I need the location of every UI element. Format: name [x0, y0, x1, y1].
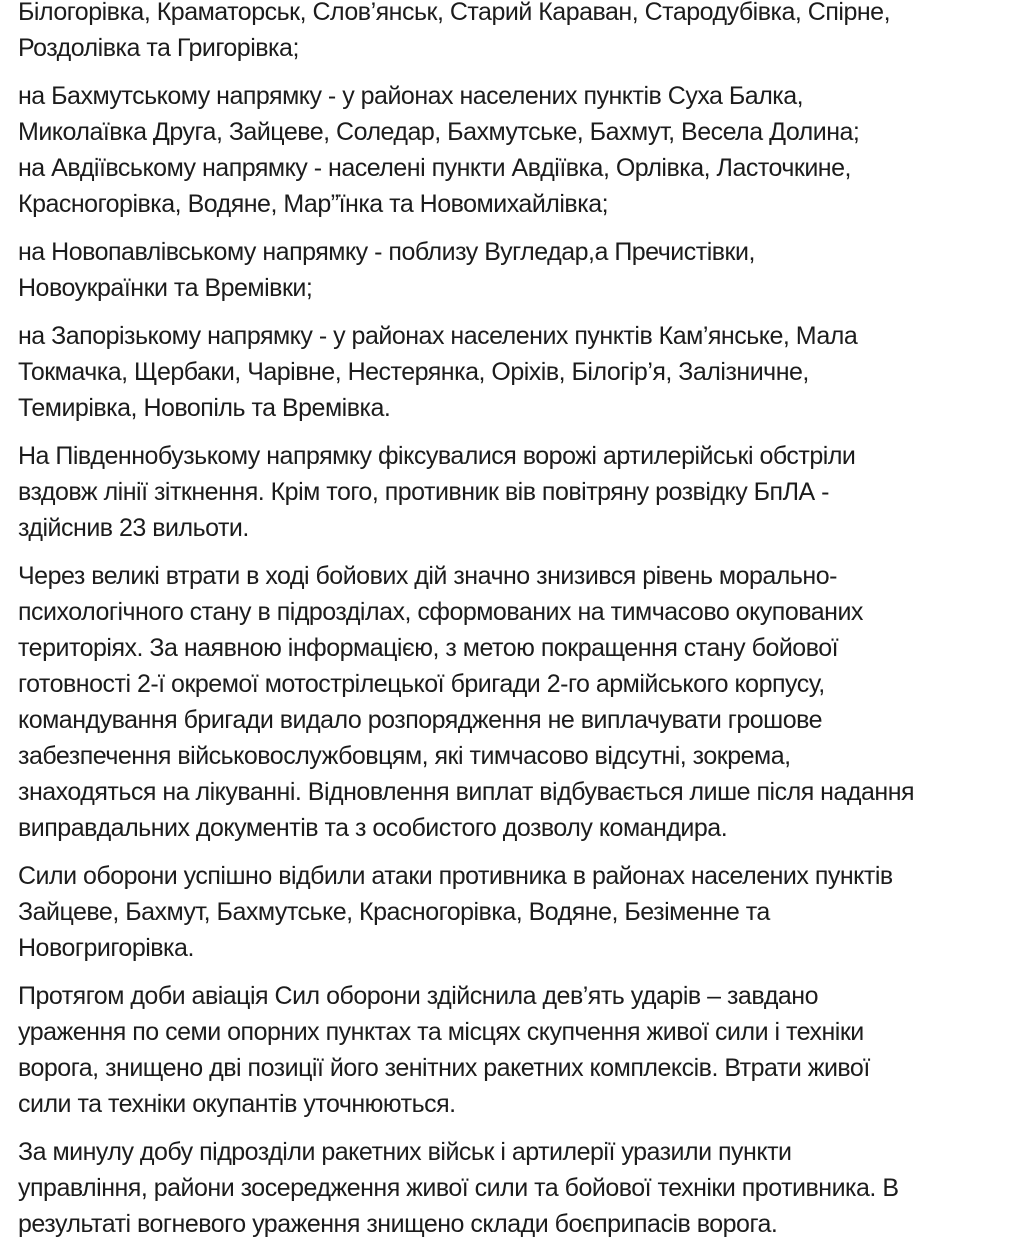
para-zaporizhzhia-direction: [18, 318, 1021, 426]
text-line: ворога, знищено дві позиції його зенітних ракетних комплексів. Втрати живої: [18, 1054, 870, 1082]
text-line: забезпечення військовослужбовцям, які тимчасово відсутні, зокрема,: [18, 742, 791, 770]
text-line: командування бригади видало розпорядження не виплачувати грошове: [18, 706, 823, 734]
text-line: Темирівка, Новопіль та Времівка.: [18, 394, 391, 422]
text-line: Новоукраїнки та Времівки;: [18, 274, 313, 302]
text-line: готовності 2-ї окремої мотострілецької бригади 2-го армійського корпусу,: [18, 670, 825, 698]
text-line: на Запорізькому напрямку - у районах населених пунктів Кам’янське, Мала: [18, 322, 858, 350]
text-line: Білогорівка, Краматорськ, Слов’янськ, Старий Караван, Стародубівка, Спірне,: [18, 0, 891, 26]
para-missile-artillery-strikes: [18, 1134, 1021, 1242]
text-line: психологічного стану в підрозділах, сформованих на тимчасово окупованих: [18, 598, 863, 626]
para-novopavlivske-direction: [18, 234, 1021, 306]
text-line: на Авдіївському напрямку - населені пункти Авдіївка, Орлівка, Ласточкине,: [18, 154, 851, 182]
text-line: на Бахмутському напрямку - у районах населених пунктів Суха Балка,: [18, 82, 804, 110]
text-line: управління, райони зосередження живої сили та бойової техніки противника. В: [18, 1174, 899, 1202]
text-line: На Південнобузькому напрямку фіксувалися ворожі артилерійські обстріли: [18, 442, 856, 470]
text-line: результаті вогневого ураження знищено склади боєприпасів ворога.: [18, 1210, 778, 1238]
para-pivdennobuzkyi-direction: [18, 438, 1021, 546]
text-line: Протягом доби авіація Сил оборони здійснила дев’ять ударів – завдано: [18, 982, 819, 1010]
para-settlements-list: [18, 0, 1021, 66]
text-line: здійснив 23 вильоти.: [18, 514, 249, 542]
text-line: сили та техніки окупантів уточнюються.: [18, 1090, 456, 1118]
text-line: на Новопавлівському напрямку - поблизу Вугледар,а Пречистівки,: [18, 238, 755, 266]
para-aviation-strikes: [18, 978, 1021, 1122]
para-enemy-morale: [18, 558, 1021, 846]
text-line: Токмачка, Щербаки, Чарівне, Нестерянка, Оріхів, Білогір’я, Залізничне,: [18, 358, 809, 386]
text-line: Роздолівка та Григорівка;: [18, 34, 299, 62]
text-line: Зайцеве, Бахмут, Бахмутське, Красногорівка, Водяне, Безіменне та: [18, 898, 770, 926]
para-bakhmut-avdiivka-directions: [18, 78, 1021, 222]
para-defense-repelled-attacks: [18, 858, 1021, 966]
text-line: Новогригорівка.: [18, 934, 194, 962]
text-line: Миколаївка Друга, Зайцеве, Соледар, Бахмутське, Бахмут, Весела Долина;: [18, 118, 860, 146]
text-line: знаходяться на лікуванні. Відновлення виплат відбувається лише після надання: [18, 778, 915, 806]
text-line: ураження по семи опорних пунктах та місцях скупчення живої сили і техніки: [18, 1018, 864, 1046]
text-line: Через великі втрати в ході бойових дій значно знизився рівень морально-: [18, 562, 837, 590]
text-line: територіях. За наявною інформацією, з метою покращення стану бойової: [18, 634, 839, 662]
text-line: Красногорівка, Водяне, Мар”їнка та Новомихайлівка;: [18, 190, 609, 218]
text-line: За минулу добу підрозділи ракетних військ і артилерії уразили пункти: [18, 1138, 792, 1166]
text-line: Сили оборони успішно відбили атаки противника в районах населених пунктів: [18, 862, 893, 890]
text-line: вздовж лінії зіткнення. Крім того, противник вів повітряну розвідку БпЛА -: [18, 478, 829, 506]
text-line: виправдальних документів та з особистого дозволу командира.: [18, 814, 728, 842]
